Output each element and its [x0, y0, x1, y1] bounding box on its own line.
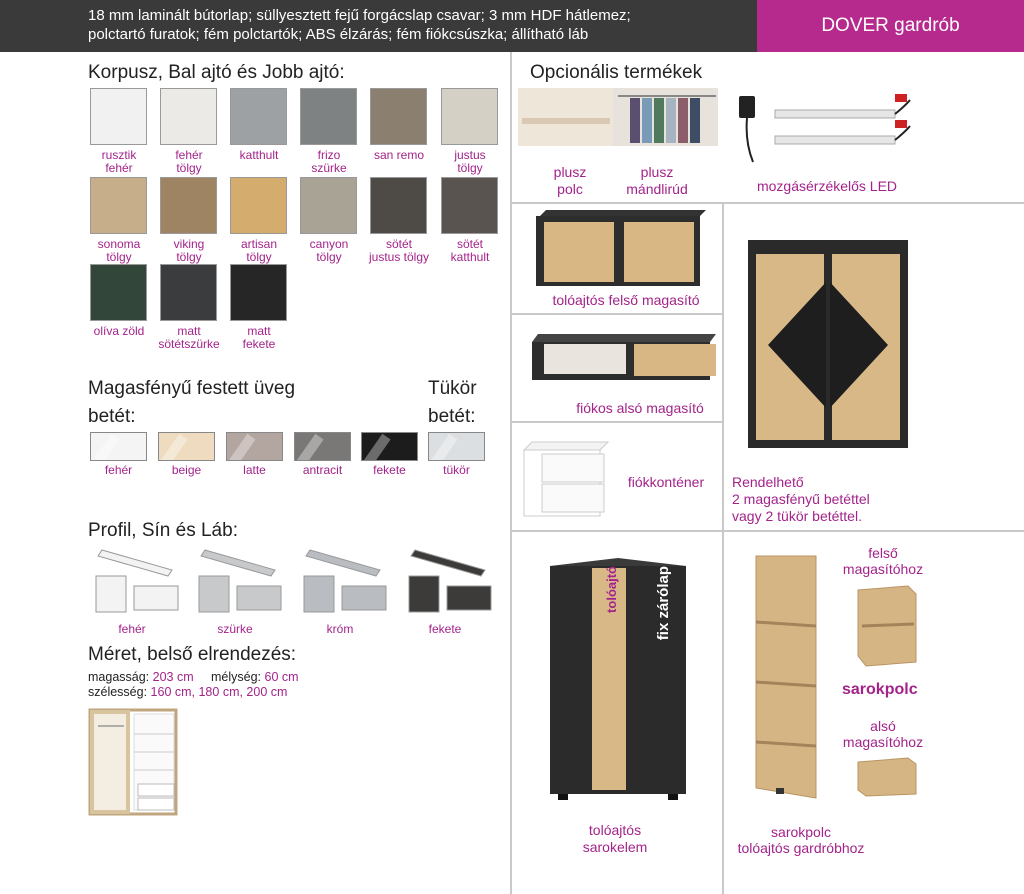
bottom-extension-corner-label [838, 718, 928, 750]
swatch-label-line1: frizo [317, 148, 341, 162]
swatch-label-line2: tölgy [457, 161, 483, 175]
top-extension-label: tolóajtós felső magasító [552, 292, 700, 308]
plus-rod-line2: mándlirúd [626, 181, 688, 197]
corner-element-line1: tolóajtós [588, 822, 642, 838]
glass-swatch [428, 432, 485, 461]
profil-image [300, 546, 390, 616]
corner-shelf-bottom-line2: tolóajtós gardróbhoz [737, 840, 865, 856]
swatch-label-line1: matt [177, 324, 201, 338]
row-divider-4 [512, 530, 1024, 532]
drawer-container-image [520, 440, 610, 518]
profil-image [405, 546, 495, 616]
korpusz-swatch [230, 177, 287, 234]
wardrobe-image [748, 240, 908, 448]
glass-swatch-label: beige [171, 463, 202, 477]
width-label: szélesség: [88, 685, 148, 699]
swatch-label-line1: matt [247, 324, 271, 338]
swatch-label-line1: viking [173, 237, 205, 251]
korpusz-swatch-label [426, 149, 514, 175]
led-strip-image [735, 92, 915, 172]
top-corner-line1: felső [868, 545, 898, 561]
korpusz-swatch [160, 88, 217, 145]
profil-image [92, 546, 182, 616]
korpusz-swatch [230, 88, 287, 145]
glass-swatch-label: antracit [302, 463, 343, 477]
bottom-corner-line1: alsó [870, 718, 896, 734]
rendelheto-line1: Rendelhető [732, 474, 804, 490]
korpusz-swatch [441, 88, 498, 145]
glass-swatch [294, 432, 351, 461]
korpusz-swatch [230, 264, 287, 321]
swatch-label-line1: san remo [373, 148, 425, 162]
corner-shelf-title: sarokpolc [842, 681, 918, 698]
profil-label: fekete [428, 622, 462, 636]
swatch-label-line2: tölgy [176, 250, 202, 264]
top-extension-image [530, 208, 710, 288]
profil-title: Profil, Sín és Láb: [88, 520, 238, 541]
profil-label: króm [326, 622, 354, 636]
width-value: 160 cm, 180 cm, 200 cm [150, 685, 288, 699]
korpusz-swatch [90, 88, 147, 145]
korpusz-swatch [160, 264, 217, 321]
plus-rod-line1: plusz [640, 164, 674, 180]
korpusz-swatch [300, 88, 357, 145]
glass-swatch [158, 432, 215, 461]
bottom-corner-line2: magasítóhoz [842, 734, 924, 750]
glass-swatch-label: latte [243, 463, 266, 477]
swatch-label-line2: tölgy [246, 250, 272, 264]
bottom-corner-shelf-image [856, 756, 918, 798]
korpusz-swatch [90, 177, 147, 234]
top-extension-corner-label [838, 545, 928, 577]
dimension-width [88, 685, 287, 700]
product-title: DOVER gardrób [757, 0, 1024, 52]
corner-shelf-bottom-label [726, 824, 876, 856]
korpusz-swatch [370, 88, 427, 145]
inner-divider-1 [722, 204, 724, 530]
rendelheto-line3: vagy 2 tükör betéttel. [732, 508, 862, 524]
swatch-label-line2: justus tölgy [368, 250, 430, 264]
swatch-label-line1: olíva zöld [93, 324, 145, 338]
korpusz-swatch-label [215, 325, 303, 351]
profil-image [195, 546, 285, 616]
glass-title-line2: betét: [88, 406, 136, 427]
spec-line-2: polctartó furatok; fém polctartók; ABS élzárás; fém fiókcsúszka; állítható láb [88, 26, 589, 43]
plus-shelf-line2: polc [557, 181, 583, 197]
swatch-label-line2: fehér [105, 161, 133, 175]
swatch-label-line2: fekete [242, 337, 276, 351]
sliding-door-text: tolóajtó [604, 566, 619, 613]
dimension-height-depth [88, 670, 299, 685]
swatch-label-line1: rusztik [101, 148, 137, 162]
row-divider-1 [512, 202, 1024, 204]
glass-swatch-label: tükör [443, 463, 470, 477]
swatch-label-line2: tölgy [106, 250, 132, 264]
height-label: magasság: [88, 670, 150, 684]
top-corner-line2: magasítóhoz [842, 561, 924, 577]
height-value: 203 cm [152, 670, 194, 684]
swatch-label-line1: katthult [239, 148, 279, 162]
swatch-label-line1: canyon [309, 237, 349, 251]
glass-swatch [226, 432, 283, 461]
swatch-label-line1: artisan [240, 237, 278, 251]
plus-shelf-label [540, 164, 600, 198]
glass-swatch [361, 432, 418, 461]
row-divider-3 [512, 421, 722, 423]
swatch-label-line2: tölgy [316, 250, 342, 264]
corner-element-label [565, 822, 665, 856]
swatch-label-line1: justus [454, 148, 486, 162]
rendelheto-line2: 2 magasfényű betéttel [732, 491, 870, 507]
rendelheto-note [732, 474, 870, 525]
inner-divider-2 [722, 532, 724, 894]
drawer-base-image [530, 330, 720, 382]
swatch-label-line1: fehér [175, 148, 203, 162]
spec-header [0, 0, 757, 52]
profil-label: fehér [118, 622, 146, 636]
plus-rod-label [612, 164, 702, 198]
korpusz-title: Korpusz, Bal ajtó és Jobb ajtó: [88, 62, 345, 83]
korpusz-swatch [441, 177, 498, 234]
led-label: mozgásérzékelős LED [756, 178, 898, 194]
corner-element-line2: sarokelem [582, 839, 648, 855]
corner-shelf-image [752, 552, 822, 802]
swatch-label-line1: sonoma [97, 237, 141, 251]
swatch-label-line2: sötétszürke [158, 337, 220, 351]
swatch-label-line2: katthult [450, 250, 490, 264]
plus-shelf-line1: plusz [553, 164, 587, 180]
depth-value: 60 cm [264, 670, 299, 684]
korpusz-swatch [90, 264, 147, 321]
top-corner-shelf-image [856, 584, 918, 668]
profil-label: szürke [217, 622, 253, 636]
row-divider-2 [512, 313, 722, 315]
glass-title-line1: Magasfényű festett üveg [88, 378, 296, 399]
optional-title: Opcionális termékek [530, 62, 703, 83]
corner-shelf-bottom-line1: sarokpolc [771, 824, 831, 840]
shelf-rod-image [518, 88, 718, 146]
column-divider [510, 52, 512, 894]
korpusz-swatch-label [426, 238, 514, 264]
korpusz-swatch [300, 177, 357, 234]
meret-title: Méret, belső elrendezés: [88, 644, 297, 665]
swatch-label-line1: sötét [385, 237, 412, 251]
interior-layout-image [88, 708, 178, 818]
korpusz-swatch [370, 177, 427, 234]
depth-label: mélység: [211, 670, 262, 684]
glass-swatch-label: fekete [373, 463, 406, 477]
fix-panel-text: fix zárólap [655, 566, 672, 641]
glass-swatch [90, 432, 147, 461]
korpusz-swatch [160, 177, 217, 234]
mirror-title-line2: betét: [428, 406, 476, 427]
glass-swatch-label: fehér [104, 463, 133, 477]
mirror-title-line1: Tükör [428, 378, 477, 399]
swatch-label-line2: tölgy [176, 161, 202, 175]
spec-line-1: 18 mm laminált bútorlap; süllyesztett fejű forgácslap csavar; 3 mm HDF hátlemez; [88, 7, 631, 24]
swatch-label-line1: sötét [456, 237, 483, 251]
drawer-base-label: fiókos alsó magasító [576, 400, 704, 416]
swatch-label-line2: szürke [311, 161, 347, 175]
drawer-container-label: fiókkonténer [627, 474, 705, 490]
